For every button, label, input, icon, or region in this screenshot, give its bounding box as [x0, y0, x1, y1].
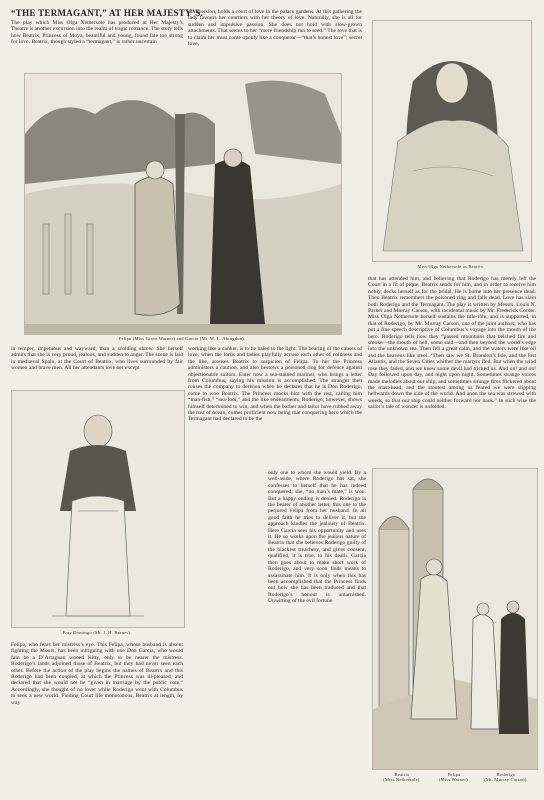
- court-scene-illustration: [372, 468, 538, 770]
- column-3-top-text: that has attended him, and believing that Roderigo has merely left the Court in a fit of pique, Beatrix sends for him, and in order to receive him nobly, decks herself as for the bridal. He is borne into her presence dead. Then Beatrix remembers the poisoned ring and falls dead. Love has slain both Roderigo and the Termagant. The play is written by Messrs. Louis N. Parker and Murray Carson, with incidental music by Mr. Frederick Corder. Miss Olga Nethersole herself sustains the title-rôle, and is supported, in that of Roderigo, by Mr. Murray Carson, one of the joint authors, who has put a fine speech descriptive of Columbus’s voyage into the mouth of the hero. Roderigo tells how they “passed mountains that belched fire and smoke—the mouth of hell, some said—and then beyond the world’s edge into the unknown sea. Then fell a great calm, and the waters were like oil and the heavens like steel. ‘Then saw we St. Brandon’s Isle, and the lost Atlantis, and the Seven Cities whither the martyrs fled. But when the wind rose they faded, and we knew some devil had tricked us. And on! and on! Day followed upon day, and night upon night. Sometimes strange voices made melodies about our ship, and sometimes strange fires flickered about the mast-head, and the stoutest among us feared we were slipping hellwards down the side of the world. And anon the sea was strewed with weeds, so that our ship could neither forward nor back.” In such wise the sailor’s tale of wonder is unfolded.: [368, 276, 536, 411]
- friar-illustration: [11, 390, 185, 628]
- column-1-bottom-text: Felipa, who fears her mistress’s eye. This Felipa, whose husband is absent fighting the Moors, has been intriguing with one Don Garcia, who would fain be a D’Artagnan wooed Kitty, only to be nearer the mistress. Roderigo’s lands adjoined those of Beatrix, but they had never seen each other. Before the action of the play begins the names of Beatrix and this Roderigo had been coupled, at which the Princess was ill-pleased, and declared that she would not be “given in marriage by the public vote.” Accordingly, she thought of no lover while Roderigo went with Columbus to seek a new world. Finding Court life monotonous, Beatrix at length, by way: [11, 642, 183, 706]
- column-2-top-text: of diversion, holds a court of love in the palace gardens. At this gathering the lady favours her courtiers with her theory of love. Naturally, she is all for sudden and impulsive passion. She does not hold with slow-grown attachments. That seems to her “mere friendship run to seed.” The love that is to claim her must come openly like a conqueror—“that’s honest love”; secret love,: [188, 9, 362, 48]
- intro-paragraph: The play which Miss Olga Nethersole has produced at Her Majesty’s Theatre is another excursion into the realm of tragic romance. The story tells how Beatrix, Princess of Moya, beautiful and young, found fate too strong for love. Beatrix, though styled a “termagant,” is rather uncertain: [11, 20, 183, 46]
- friar-caption: Fray Domingo (Mr. J. H. Barnes).: [62, 630, 132, 635]
- column-2-middle-text: working like a canker, is to be haled to the light. The hearing of the causes of love, when the lords and ladies playfully accuse each other of coldness and the like, arouses Beatrix to suspicion of Felipa. To her the Princess administers a caution, and also bestows a poisoned ring for defence against objectionable suitors. Enter now a sea-stained mariner, who brings a letter from Columbus, saying his mission is accomplished. The stranger then rouses the company to derision when he declares that he is Don Roderigo, come to woo Beatrix. The Princess mocks him with the rest, calling him “man-fish,” “sea-fool,” and the like endearments. Roderigo, however, shows himself determined to win, and when the barber and tailor have rubbed away the rust of ocean, comes proficient now being that conquering hero which the Termagant had declared to be the: [188, 346, 362, 423]
- column-2-narrow-text: only one to whom she would yield. By a well-aside, where Roderigo has sat, she confesses to herself that he has indeed conquered; she, “no man’s mate,” is won. But a happy ending is denied. Roderigo is the bearer of another letter, this one to the perjured Felipa from her husband. In all good faith he tries to deliver it, but the approach kindles the jealousy of Beatrix. Here Garcia sees his opportunity and uses it. He so works upon the jealous nature of Beatrix that she believes Roderigo guilty of the blackest treachery, and gives consent, qualified, it is true, to his death. Garcia then goes about to make short work of Roderigo, and very soon finds means to assassinate him. It is only when this has been accomplished that the Princess finds out how she has been traduced and that Roderigo’s honour is untarnished. Unwitting of the evil fortune: [268, 470, 366, 605]
- court-caption-felipa: Felipa (Miss Warner).: [438, 772, 470, 782]
- article-title: “THE TERMAGANT,” AT HER MAJESTY’S.: [11, 8, 204, 18]
- court-caption-beatrix: Beatrix (Miss Nethersole).: [383, 772, 421, 782]
- garden-caption: Felipa (Miss Grace Warner) and Garcia (Mr. W. L. Abingdon).: [118, 336, 246, 341]
- beatrix-portrait-illustration: [372, 20, 532, 262]
- garden-scene-illustration: [24, 73, 342, 335]
- column-1-middle-text: in temper, impetuous and wayward, than a scolding shrew. She herself admits that she is very proud, jealous, and sudden to anger. The scene is laid in mediæval Spain, at the Court of Beatrix, who lives surrounded by fair women and brave men. All her attendants love her except: [11, 346, 183, 372]
- portrait-caption: Miss Olga Nethersole as Beatrix.: [417, 264, 485, 269]
- court-caption-roderigo: Roderigo (Mr. Murray Carson).: [484, 772, 528, 782]
